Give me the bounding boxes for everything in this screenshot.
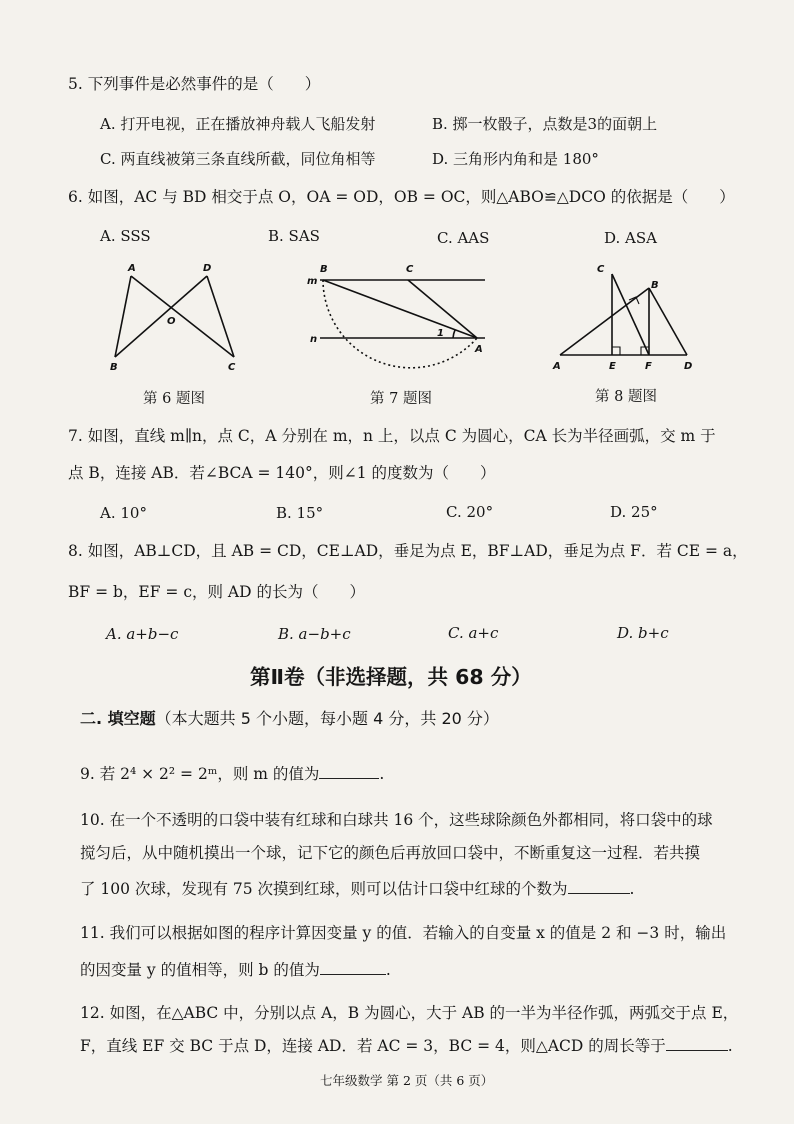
figure-8: [545, 258, 695, 378]
q8-option-d: D. b+c: [617, 624, 669, 642]
fig6-label-d: D: [203, 263, 212, 274]
q10-end: .: [629, 880, 635, 898]
fig7-label-c: C: [406, 264, 414, 275]
q11-answer-blank[interactable]: [320, 960, 386, 975]
fig7-label-n: n: [310, 334, 318, 345]
q6-option-d: D. ASA: [604, 229, 657, 247]
figure-6: [100, 255, 250, 380]
q7-option-d: D. 25°: [610, 503, 658, 521]
q9-answer-blank[interactable]: [319, 764, 379, 779]
q8-option-a: A. a+b−c: [106, 625, 179, 643]
page-footer: 七年级数学 第 2 页（共 6 页）: [320, 1073, 494, 1088]
q11-end: .: [385, 961, 391, 979]
q9-text: 9. 若 2⁴ × 2² = 2ᵐ，则 m 的值为: [80, 765, 320, 783]
q12-end: .: [727, 1037, 733, 1055]
q9: [80, 764, 384, 784]
fig6-label-a: A: [128, 263, 136, 274]
q7-option-c: C. 20°: [446, 503, 494, 521]
fig7-arc: [323, 280, 477, 368]
section-subtitle: （本大题共 5 个小题，每小题 4 分，共 20 分）: [155, 709, 499, 728]
q10-line-3: 了 100 次球，发现有 75 次摸到红球，则可以估计口袋中红球的个数为: [80, 880, 568, 898]
fig7-label-m: m: [307, 276, 318, 287]
q9-end: .: [379, 765, 385, 783]
q11: [80, 960, 391, 980]
fig8-segment-bd: [649, 288, 687, 355]
q5-option-d: D. 三角形内角和是 180°: [432, 150, 599, 168]
q10: [80, 879, 634, 899]
q8-line-1: 8. 如图，AB⊥CD，且 AB = CD，CE⊥AD，垂足为点 E，BF⊥AD，垂足为点 F．若 CE = a，: [68, 542, 748, 560]
fig6-label-c: C: [228, 362, 236, 373]
fig8-label-f: F: [645, 361, 652, 372]
fig7-label-a: A: [475, 344, 483, 355]
q12-line-2: F，直线 EF 交 BC 于点 D，连接 AD．若 AC = 3，BC = 4，则△ACD 的周长等于: [80, 1037, 666, 1055]
q8-option-b: B. a−b+c: [278, 625, 351, 643]
q5-stem: 5. 下列事件是必然事件的是（ ）: [68, 75, 321, 93]
fig8-segment-ab: [560, 288, 649, 355]
fig7-angle-1-mark: [453, 330, 455, 338]
q6-stem: 6. 如图，AC 与 BD 相交于点 O，OA = OD，OB = OC，则△ABO≌△DCO 的依据是（ ）: [68, 188, 735, 206]
q7-option-b: B. 15°: [276, 504, 324, 522]
fig6-label-o: O: [167, 316, 176, 327]
q11-line-1: 11. 我们可以根据如图的程序计算因变量 y 的值．若输入的自变量 x 的值是 2 和 −3 时，输出: [80, 924, 727, 942]
q8-line-2: BF = b，EF = c，则 AD 的长为（ ）: [68, 583, 365, 601]
fig8-label-e: E: [609, 361, 616, 372]
q6-option-b: B. SAS: [268, 227, 320, 245]
q7-line-2: 点 B，连接 AB．若∠BCA = 140°，则∠1 的度数为（ ）: [68, 464, 496, 482]
fig8-caption: 第 8 题图: [595, 389, 657, 405]
section-title: 二. 填空题: [80, 709, 156, 728]
fig7-label-b: B: [320, 264, 328, 275]
q12-line-1: 12. 如图，在△ABC 中，分别以点 A，B 为圆心，大于 AB 的一半为半径作弧，两弧交于点 E，: [80, 1004, 739, 1022]
fig7-segment-ba: [323, 280, 477, 338]
q10-line-1: 10. 在一个不透明的口袋中装有红球和白球共 16 个，这些球除颜色外都相同，将口袋中的球: [80, 811, 713, 829]
fig6-segment-dc: [207, 276, 234, 357]
fig6-label-b: B: [110, 362, 118, 373]
fig8-label-b: B: [651, 280, 659, 291]
fig8-right-angle-e: [612, 347, 620, 355]
fig8-label-a: A: [553, 361, 561, 372]
q5-option-b: B. 掷一枚骰子，点数是3的面朝上: [432, 115, 658, 133]
fig8-label-d: D: [684, 361, 693, 372]
q6-option-a: A. SSS: [100, 227, 151, 245]
q7-line-1: 7. 如图，直线 m∥n，点 C，A 分别在 m，n 上，以点 C 为圆心，CA 长为半径画弧，交 m 于: [68, 427, 716, 445]
fig6-segment-ac: [131, 276, 234, 357]
q7-option-a: A. 10°: [100, 504, 147, 522]
q11-line-2: 的因变量 y 的值相等，则 b 的值为: [80, 961, 320, 979]
q10-line-2: 搅匀后，从中随机摸出一个球，记下它的颜色后再放回口袋中，不断重复这一过程．若共摸: [80, 844, 701, 862]
figure-7: [305, 258, 495, 373]
q12: [80, 1036, 733, 1056]
q6-option-c: C. AAS: [437, 229, 490, 247]
fig8-segment-cd: [612, 274, 649, 355]
fig8-label-c: C: [597, 264, 605, 275]
fig7-label-1: 1: [437, 328, 444, 339]
part2-title: 第Ⅱ卷（非选择题，共 68 分）: [250, 665, 532, 689]
q12-answer-blank[interactable]: [666, 1036, 728, 1051]
q5-option-a: A. 打开电视，正在播放神舟载人飞船发射: [100, 115, 376, 133]
q8-option-c: C. a+c: [448, 624, 499, 642]
q5-option-c: C. 两直线被第三条直线所截，同位角相等: [100, 150, 376, 168]
fig8-right-angle-g: [629, 297, 639, 304]
q10-answer-blank[interactable]: [568, 879, 630, 894]
fig7-caption: 第 7 题图: [370, 391, 432, 407]
section-heading: [80, 708, 499, 730]
fig6-caption: 第 6 题图: [143, 391, 205, 407]
